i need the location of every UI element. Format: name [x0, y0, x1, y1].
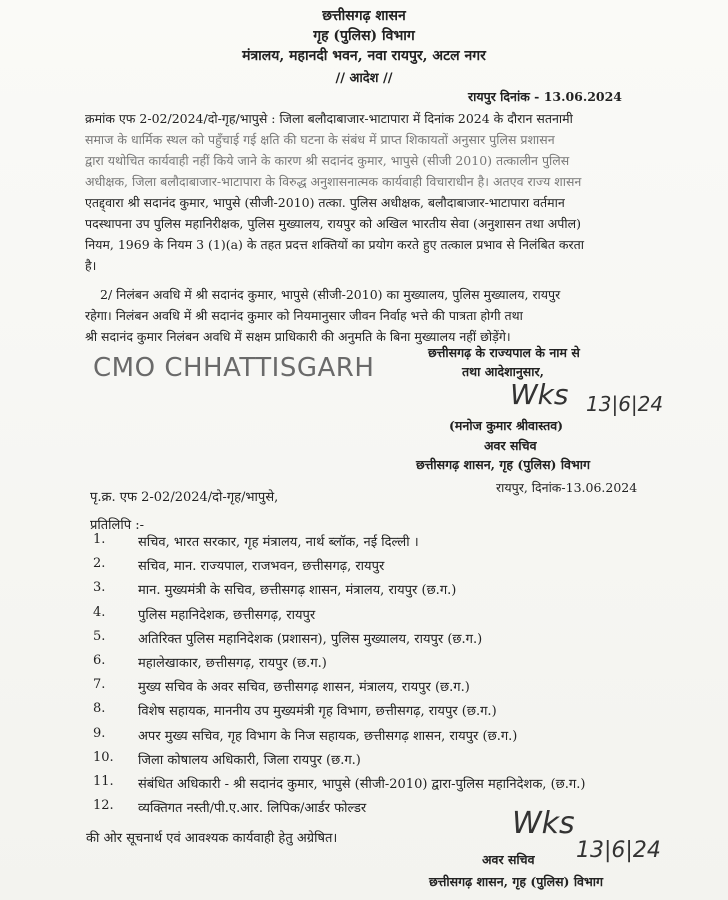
list-text: अतिरिक्त पुलिस महानिदेशक (प्रशासन), पुलिस मुख्यालय, रायपुर (छ.ग.)	[138, 631, 483, 647]
para1-line: समाज के धार्मिक स्थल को पहुँचाई गई क्षति की घटना के संबंध में प्राप्त शिकायतों अनुसार पुलिस प्रशासन	[85, 132, 555, 147]
order-paragraph-1	[85, 108, 645, 276]
list-number: 7.	[93, 677, 106, 693]
list-number: 9.	[93, 725, 106, 741]
list-number: 4.	[93, 604, 106, 620]
list-text: जिला कोषालय अधिकारी, जिला रायपुर (छ.ग.)	[138, 752, 361, 768]
list-number: 10.	[93, 749, 114, 765]
list-text: मान. मुख्यमंत्री के सचिव, छत्तीसगढ़ शासन, मंत्रालय, रायपुर (छ.ग.)	[138, 583, 457, 599]
list-number: 11.	[93, 773, 114, 789]
list-item	[93, 774, 653, 798]
list-item	[93, 629, 653, 653]
header-government: छत्तीसगढ़ शासन	[322, 8, 406, 24]
list-number: 2.	[93, 556, 106, 572]
signatory-name: (मनोज कुमार श्रीवास्तव)	[449, 418, 564, 433]
list-number: 1.	[93, 532, 106, 547]
signature-date: 13|6|24	[576, 838, 661, 863]
header-department: गृह (पुलिस) विभाग	[313, 28, 415, 44]
copy-label: प्रतिलिपि :-	[90, 518, 145, 533]
bottom-department: छत्तीसगढ़ शासन, गृह (पुलिस) विभाग	[429, 874, 604, 889]
signature-mark: Wks	[510, 378, 569, 411]
list-number: 12.	[93, 798, 114, 814]
list-item	[93, 605, 653, 629]
signatory-department: छत्तीसगढ़ शासन, गृह (पुलिस) विभाग	[416, 457, 591, 472]
list-item	[93, 580, 653, 604]
para2-line: रहेगा। निलंबन अवधि में श्री सदानंद कुमार को नियमानुसार जीवन निर्वाह भत्ते की पात्रता होगी तथा	[85, 308, 523, 323]
list-item	[93, 532, 653, 556]
order-date: रायपुर दिनांक - 13.06.2024	[468, 89, 622, 104]
list-number: 5.	[93, 628, 106, 644]
list-text: सचिव, भारत सरकार, गृह मंत्रालय, नार्थ ब्लॉक, नई दिल्ली ।	[138, 535, 419, 550]
signatory-designation: अवर सचिव	[484, 438, 537, 453]
para1-line: एतद्द्वारा श्री सदानंद कुमार, भापुसे (सीजी-2010) तत्का. पुलिस अधीक्षक, बलौदाबाजार-भाटापारा वर्तमान	[85, 195, 565, 210]
list-item	[93, 677, 653, 701]
para1-line: क्रमांक एफ 2-02/2024/दो-गृह/भापुसे : जिला बलौदाबाजार-भाटापारा में दिनांक 2024 के दौरान सतनामी	[85, 111, 573, 126]
watermark: CMO CHHATTISGARH	[93, 353, 375, 383]
governor-line: छत्तीसगढ़ के राज्यपाल के नाम से	[428, 345, 580, 360]
copy-list	[93, 532, 653, 822]
signature-date: 13|6|24	[586, 392, 664, 416]
order-title: // आदेश //	[335, 71, 393, 86]
header-address: मंत्रालय, महानदी भवन, नवा रायपुर, अटल नगर	[242, 48, 486, 64]
endorsement-number: पृ.क्र. एफ 2-02/2024/दो-गृह/भापुसे,	[90, 490, 279, 505]
list-item	[93, 726, 653, 750]
endorsement-date: रायपुर, दिनांक-13.06.2024	[496, 480, 638, 495]
signature-mark: Wks	[512, 806, 575, 841]
list-number: 6.	[93, 652, 106, 668]
para2-line: 2/ निलंबन अवधि में श्री सदानंद कुमार, भापुसे (सीजी-2010) का मुख्यालय, पुलिस मुख्यालय, रायपुर	[100, 287, 561, 302]
list-text: व्यक्तिगत नस्ती/पी.ए.आर. लिपिक/आर्डर फोल्डर	[138, 801, 367, 817]
list-text: विशेष सहायक, माननीय उप मुख्यमंत्री गृह विभाग, छत्तीसगढ़, रायपुर (छ.ग.)	[138, 704, 497, 720]
order-paragraph-2	[85, 284, 645, 347]
para1-line: द्वारा यथोचित कार्यवाही नहीं किये जाने के कारण श्री सदानंद कुमार, भापुसे (सीजी 2010) तत्कालीन पुलिस	[85, 153, 570, 168]
list-item	[93, 701, 653, 725]
list-text: सचिव, मान. राज्यपाल, राजभवन, छत्तीसगढ़, रायपुर	[138, 559, 385, 575]
para1-line: पदस्थापना उप पुलिस महानिरीक्षक, पुलिस मुख्यालय, रायपुर को अखिल भारतीय सेवा (अनुशासन तथा अपील)	[85, 216, 581, 231]
list-item	[93, 750, 653, 774]
forward-line: की ओर सूचनार्थ एवं आवश्यक कार्यवाही हेतु अग्रेषित।	[86, 831, 338, 846]
list-item	[93, 556, 653, 580]
para1-line: अधीक्षक, जिला बलौदाबाजार-भाटापारा के विरुद्ध अनुशासनात्मक कार्यवाही विचाराधीन है। अतएव राज्य शासन	[85, 174, 582, 189]
list-text: महालेखाकार, छत्तीसगढ़, रायपुर (छ.ग.)	[138, 655, 327, 671]
para2-line: श्री सदानंद कुमार निलंबन अवधि में सक्षम प्राधिकारी की अनुमति के बिना मुख्यालय नहीं छोड़ेंगे।	[85, 329, 511, 344]
authorisation-line: तथा आदेशानुसार,	[462, 364, 544, 379]
para1-line: है।	[85, 258, 97, 273]
list-number: 3.	[93, 580, 106, 596]
list-text: अपर मुख्य सचिव, गृह विभाग के निज सहायक, छत्तीसगढ़ शासन, रायपुर (छ.ग.)	[138, 728, 518, 744]
list-item	[93, 653, 653, 677]
bottom-designation: अवर सचिव	[482, 852, 535, 867]
list-text: संबंधित अधिकारी - श्री सदानंद कुमार, भापुसे (सीजी-2010) द्वारा-पुलिस महानिदेशक, (छ.ग.)	[138, 776, 586, 792]
list-number: 8.	[93, 701, 106, 717]
para1-line: नियम, 1969 के नियम 3 (1)(a) के तहत प्रदत्त शक्तियों का प्रयोग करते हुए तत्काल प्रभाव से निलंबित करता	[85, 237, 584, 252]
list-text: मुख्य सचिव के अवर सचिव, छत्तीसगढ़ शासन, मंत्रालय, रायपुर (छ.ग.)	[138, 680, 470, 696]
list-text: पुलिस महानिदेशक, छत्तीसगढ़, रायपुर	[138, 607, 316, 623]
